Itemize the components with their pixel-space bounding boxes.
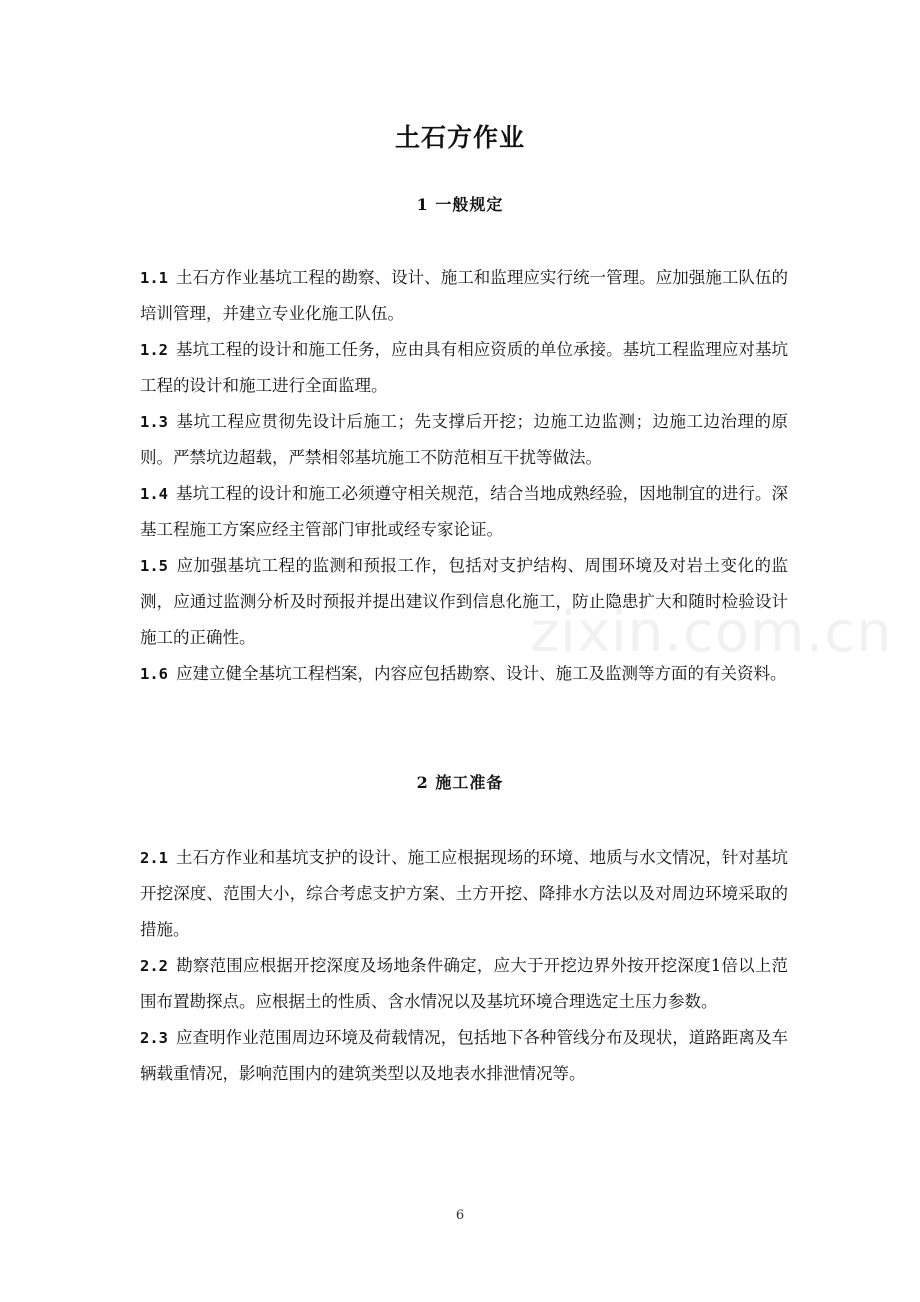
page-number: 6: [455, 1208, 465, 1223]
clause-text: 勘察范围应根据开挖深度及场地条件确定，应大于开挖边界外按开挖深度1倍以上范围布置勘探点。应根据土的性质、含水情况以及基坑环境合理选定土压力参数。: [140, 956, 788, 1011]
section-preparation: [140, 840, 788, 1092]
clause-text: 土石方作业和基坑支护的设计、施工应根据现场的环境、地质与水文情况，针对基坑开挖深度、范围大小，综合考虑支护方案、土方开挖、降排水方法以及对周边环境采取的措施。: [140, 848, 788, 939]
section-general: [140, 260, 788, 692]
paragraph: [140, 332, 788, 404]
clause-text: 基坑工程应贯彻先设计后施工；先支撑后开挖；边施工边监测；边施工边治理的原则。严禁坑边超载，严禁相邻基坑施工不防范相互干扰等做法。: [140, 412, 788, 467]
paragraph: [140, 548, 788, 656]
clause-text: 应加强基坑工程的监测和预报工作，包括对支护结构、周围环境及对岩土变化的监测，应通过监测分析及时预报并提出建议作到信息化施工，防止隐患扩大和随时检验设计施工的正确性。: [140, 556, 788, 647]
clause-text: 基坑工程的设计和施工必须遵守相关规范，结合当地成熟经验，因地制宜的进行。深基工程施工方案应经主管部门审批或经专家论证。: [140, 484, 788, 539]
clause-text: 基坑工程的设计和施工任务，应由具有相应资质的单位承接。基坑工程监理应对基坑工程的设计和施工进行全面监理。: [140, 340, 788, 395]
paragraph: [140, 476, 788, 548]
paragraph: [140, 1020, 788, 1092]
clause-number: 1.3: [140, 413, 168, 431]
clause-number: 1.4: [140, 485, 168, 503]
clause-number: 1.5: [140, 557, 168, 575]
watermark: zixin.com.cn: [530, 600, 893, 665]
paragraph: [140, 948, 788, 1020]
clause-text: 应建立健全基坑工程档案，内容应包括勘察、设计、施工及监测等方面的有关资料。: [176, 664, 787, 683]
clause-number: 2.1: [140, 849, 168, 867]
clause-number: 2.2: [140, 957, 168, 975]
paragraph: [140, 656, 788, 692]
clause-number: 2.3: [140, 1029, 168, 1047]
document-title: 土石方作业: [394, 123, 525, 152]
section-heading-general: 1 一般规定: [416, 195, 504, 214]
paragraph: [140, 260, 788, 332]
clause-text: 应查明作业范围周边环境及荷载情况，包括地下各种管线分布及现状，道路距离及车辆载重情况，影响范围内的建筑类型以及地表水排泄情况等。: [140, 1028, 788, 1083]
clause-number: 1.6: [140, 665, 168, 683]
paragraph: [140, 404, 788, 476]
clause-number: 1.1: [140, 269, 168, 287]
paragraph: [140, 840, 788, 948]
section-heading-preparation: 2 施工准备: [416, 773, 504, 792]
clause-number: 1.2: [140, 341, 168, 359]
clause-text: 土石方作业基坑工程的勘察、设计、施工和监理应实行统一管理。应加强施工队伍的培训管理，并建立专业化施工队伍。: [140, 268, 788, 323]
